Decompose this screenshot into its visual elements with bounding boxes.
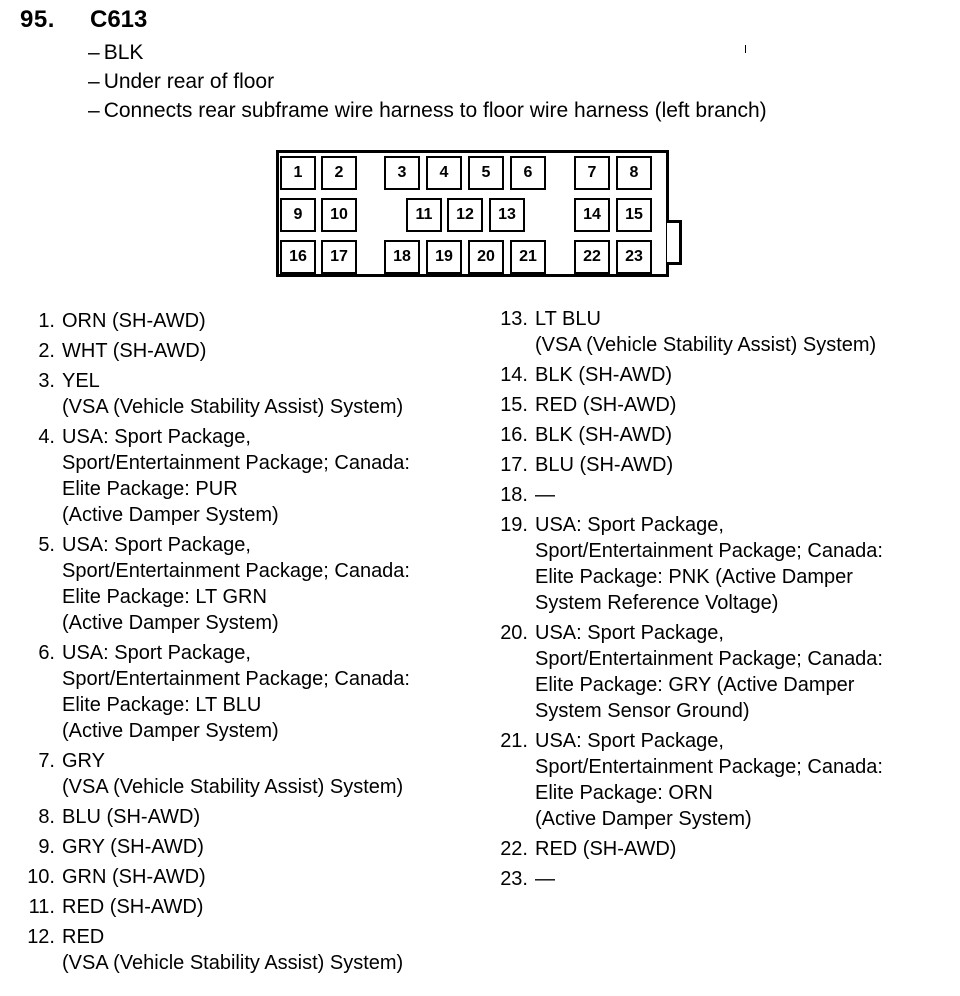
pin-description-line: USA: Sport Package, <box>62 642 251 664</box>
pin-description-line: (Active Damper System) <box>62 720 279 742</box>
connector-pin-12: 12 <box>447 198 483 232</box>
pin-description-line: LT BLU <box>535 308 601 330</box>
pin-number: 1. <box>38 310 55 332</box>
pin-description <box>62 308 206 334</box>
connector-diagram <box>276 150 669 277</box>
pin-description <box>62 834 204 860</box>
pin-description-line: BLU (SH-AWD) <box>535 454 674 476</box>
pin-number: 18. <box>500 484 528 506</box>
pin-number: 11. <box>28 896 55 918</box>
pin-description-line: Sport/Entertainment Package; Canada: <box>62 560 410 582</box>
pin-description <box>62 532 410 636</box>
detail-connects: – Connects rear subframe wire harness to floor wire harness (left branch) <box>88 99 767 122</box>
connector-pin-21: 21 <box>510 240 546 274</box>
pin-description <box>535 392 676 418</box>
pin-description <box>62 368 403 420</box>
pin-description-line: Sport/Entertainment Package; Canada: <box>62 668 410 690</box>
connector-pin-23: 23 <box>616 240 652 274</box>
pin-description-line: Sport/Entertainment Package; Canada: <box>535 756 883 778</box>
connector-pin-18: 18 <box>384 240 420 274</box>
connector-pin-14: 14 <box>574 198 610 232</box>
pin-description-line: Elite Package: ORN <box>535 782 713 804</box>
pin-number: 6. <box>38 642 55 664</box>
connector-pin-19: 19 <box>426 240 462 274</box>
detail-color: – BLK <box>88 41 144 64</box>
pin-description <box>535 306 876 358</box>
pin-description-line: (VSA (Vehicle Stability Assist) System) <box>62 952 404 974</box>
pin-description-line: (Active Damper System) <box>62 504 279 526</box>
pin-description-line: (Active Damper System) <box>62 612 279 634</box>
pin-description-line: (Active Damper System) <box>535 808 752 830</box>
detail-color-text: BLK <box>103 41 144 64</box>
pin-description-line: GRY (SH-AWD) <box>62 836 204 858</box>
connector-locking-tab <box>667 220 682 265</box>
connector-pin-3: 3 <box>384 156 420 190</box>
pin-number: 3. <box>38 370 55 392</box>
pin-description-line: Sport/Entertainment Package; Canada: <box>535 540 883 562</box>
connector-pin-11: 11 <box>406 198 442 232</box>
pin-description <box>535 620 883 724</box>
pin-description <box>62 804 200 830</box>
pin-description-line: USA: Sport Package, <box>535 730 724 752</box>
pin-description-line: GRY <box>62 750 105 772</box>
pin-number: 17. <box>500 454 528 476</box>
pin-description <box>535 866 555 892</box>
connector-pin-10: 10 <box>321 198 357 232</box>
pin-description <box>535 482 555 508</box>
detail-location: – Under rear of floor <box>88 70 275 93</box>
pin-description-line: — <box>535 484 555 506</box>
pin-description-line: RED (SH-AWD) <box>535 838 677 860</box>
pin-number: 21. <box>500 730 528 752</box>
pin-description-line: ORN (SH-AWD) <box>62 310 206 332</box>
pin-description-line: Elite Package: GRY (Active Damper <box>535 674 855 696</box>
connector-pin-17: 17 <box>321 240 357 274</box>
pin-description-line: BLK (SH-AWD) <box>535 424 673 446</box>
pin-description-line: (VSA (Vehicle Stability Assist) System) <box>62 776 404 798</box>
pin-description-line: RED (SH-AWD) <box>62 896 204 918</box>
pin-description <box>62 748 403 800</box>
pin-description <box>62 424 410 528</box>
pin-description-line: System Reference Voltage) <box>535 592 779 614</box>
pin-number: 14. <box>500 364 528 386</box>
pin-number: 2. <box>38 340 55 362</box>
pin-description <box>535 512 883 616</box>
pin-number: 15. <box>500 394 528 416</box>
pin-description <box>62 640 410 744</box>
pin-description <box>62 864 206 890</box>
pin-number: 22. <box>500 838 528 860</box>
connector-pin-2: 2 <box>321 156 357 190</box>
pin-description-line: Sport/Entertainment Package; Canada: <box>62 452 410 474</box>
pin-number: 4. <box>38 426 55 448</box>
pin-description <box>62 894 203 920</box>
pin-description <box>535 452 673 478</box>
pin-number: 13. <box>500 308 528 330</box>
pin-description-line: Elite Package: LT BLU <box>62 694 262 716</box>
pin-description <box>535 362 672 388</box>
pin-description-line: BLU (SH-AWD) <box>62 806 201 828</box>
pin-number: 9. <box>38 836 55 858</box>
pin-description-line: USA: Sport Package, <box>535 514 724 536</box>
pin-description <box>62 338 206 364</box>
pin-description-line: USA: Sport Package, <box>62 426 251 448</box>
pin-number: 20. <box>500 622 528 644</box>
connector-pin-15: 15 <box>616 198 652 232</box>
pin-number: 16. <box>500 424 528 446</box>
pin-description <box>62 924 403 976</box>
pin-number: 12. <box>27 926 55 948</box>
pin-description-line: Elite Package: PNK (Active Damper <box>535 566 853 588</box>
connector-pin-20: 20 <box>468 240 504 274</box>
connector-pin-4: 4 <box>426 156 462 190</box>
pin-number: 8. <box>38 806 55 828</box>
pin-description-line: USA: Sport Package, <box>62 534 251 556</box>
connector-pin-1: 1 <box>280 156 316 190</box>
pin-number: 5. <box>38 534 55 556</box>
connector-pin-16: 16 <box>280 240 316 274</box>
pin-description-line: RED <box>62 926 105 948</box>
detail-location-text: Under rear of floor <box>103 70 275 93</box>
detail-connects-text: Connects rear subframe wire harness to floor wire harness (left branch) <box>103 99 767 122</box>
pin-description-line: (VSA (Vehicle Stability Assist) System) <box>535 334 877 356</box>
pin-number: 23. <box>500 868 528 890</box>
connector-pin-22: 22 <box>574 240 610 274</box>
pin-description <box>535 728 883 832</box>
section-number: 95. <box>20 6 55 33</box>
pin-description-line: System Sensor Ground) <box>535 700 750 722</box>
pin-number: 7. <box>38 750 55 772</box>
pin-number: 19. <box>500 514 528 536</box>
connector-pin-5: 5 <box>468 156 504 190</box>
pin-description <box>535 836 676 862</box>
connector-pin-6: 6 <box>510 156 546 190</box>
pin-description-line: Elite Package: PUR <box>62 478 238 500</box>
pin-description-line: Elite Package: LT GRN <box>62 586 267 608</box>
connector-pin-9: 9 <box>280 198 316 232</box>
pin-description-line: Sport/Entertainment Package; Canada: <box>535 648 883 670</box>
connector-pin-8: 8 <box>616 156 652 190</box>
gap-mark <box>745 45 746 53</box>
pin-description-line: USA: Sport Package, <box>535 622 724 644</box>
pin-description-line: — <box>535 868 555 890</box>
pin-description-line: BLK (SH-AWD) <box>535 364 673 386</box>
pin-description-line: YEL <box>62 370 100 392</box>
pin-description-line: (VSA (Vehicle Stability Assist) System) <box>62 396 404 418</box>
connector-pin-7: 7 <box>574 156 610 190</box>
pin-description-line: GRN (SH-AWD) <box>62 866 206 888</box>
connector-id: C613 <box>90 6 148 33</box>
pin-number: 10. <box>27 866 55 888</box>
pin-description-line: RED (SH-AWD) <box>535 394 677 416</box>
connector-pin-13: 13 <box>489 198 525 232</box>
pin-description <box>535 422 672 448</box>
pin-description-line: WHT (SH-AWD) <box>62 340 207 362</box>
